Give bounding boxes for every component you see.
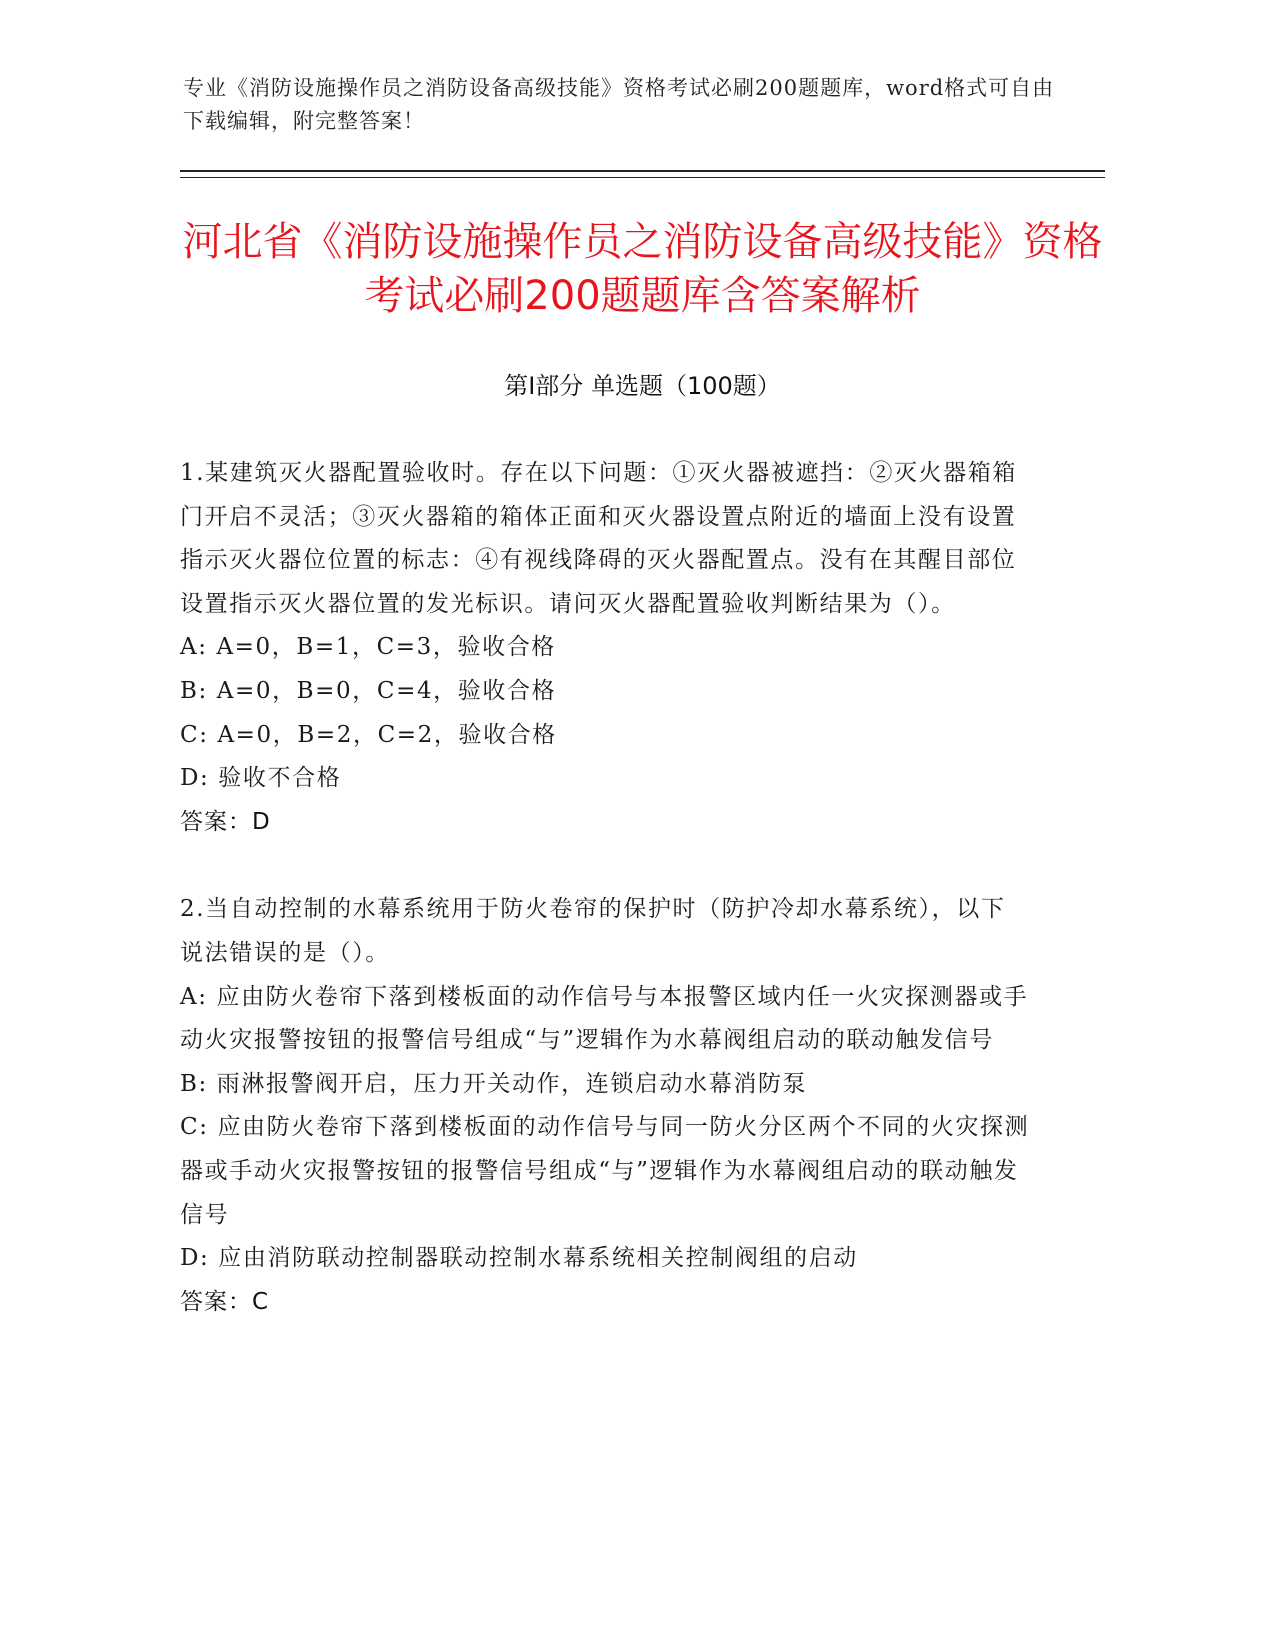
option-b: B: A=0，B=0，C=4，验收合格 [180,677,557,704]
option-b: B: 雨淋报警阀开启，压力开关动作，连锁启动水幕消防泵 [180,1070,808,1097]
option-d: D: 应由消防联动控制器联动控制水幕系统相关控制阀组的启动 [180,1245,858,1272]
question-stem: 1.某建筑灭火器配置验收时。存在以下问题：①灭火器被遮挡：②灭火器箱箱门开启不灵活；③灭火器箱的箱体正面和灭火器设置点附近的墙面上没有设置指示灭火器位位置的标志：④有视线降碍的灭火器配置点。没有在其醒目部位设置指示灭火器位置的发光标识。请问灭火器配置验收判断结果为（）。 [180,460,1017,617]
question-list [180,452,1030,1324]
option-a: A: 应由防火卷帘下落到楼板面的动作信号与本报警区域内任一火灾探测器或手动火灾报警按钮的报警信号组成“与”逻辑作为水幕阀组启动的联动触发信号 [180,983,1029,1054]
answer: 答案：C [180,1288,270,1315]
header-divider-thick [180,170,1105,172]
question-stem: 2.当自动控制的水幕系统用于防火卷帘的保护时（防护冷却水幕系统），以下说法错误的是（）。 [180,896,1006,966]
header-note: 专业《消防设施操作员之消防设备高级技能》资格考试必刷200题题库，word格式可自由下载编辑，附完整答案！ [183,76,1055,133]
section-title: 第Ⅰ部分 单选题（100题） [504,372,781,400]
header-divider-thin [180,177,1105,178]
document-title: 河北省《消防设施操作员之消防设备高级技能》资格考试必刷200题题库含答案解析 [182,219,1103,319]
option-c: C: 应由防火卷帘下落到楼板面的动作信号与同一防火分区两个不同的火灾探测器或手动火灾报警按钮的报警信号组成“与”逻辑作为水幕阀组启动的联动触发信号 [180,1114,1030,1228]
answer: 答案：D [180,808,271,835]
option-a: A: A=0，B=1，C=3，验收合格 [180,634,556,661]
question-2 [180,888,1030,1324]
option-d: D: 验收不合格 [180,765,342,792]
question-1 [180,452,1030,844]
option-c: C: A=0，B=2，C=2，验收合格 [180,721,557,748]
